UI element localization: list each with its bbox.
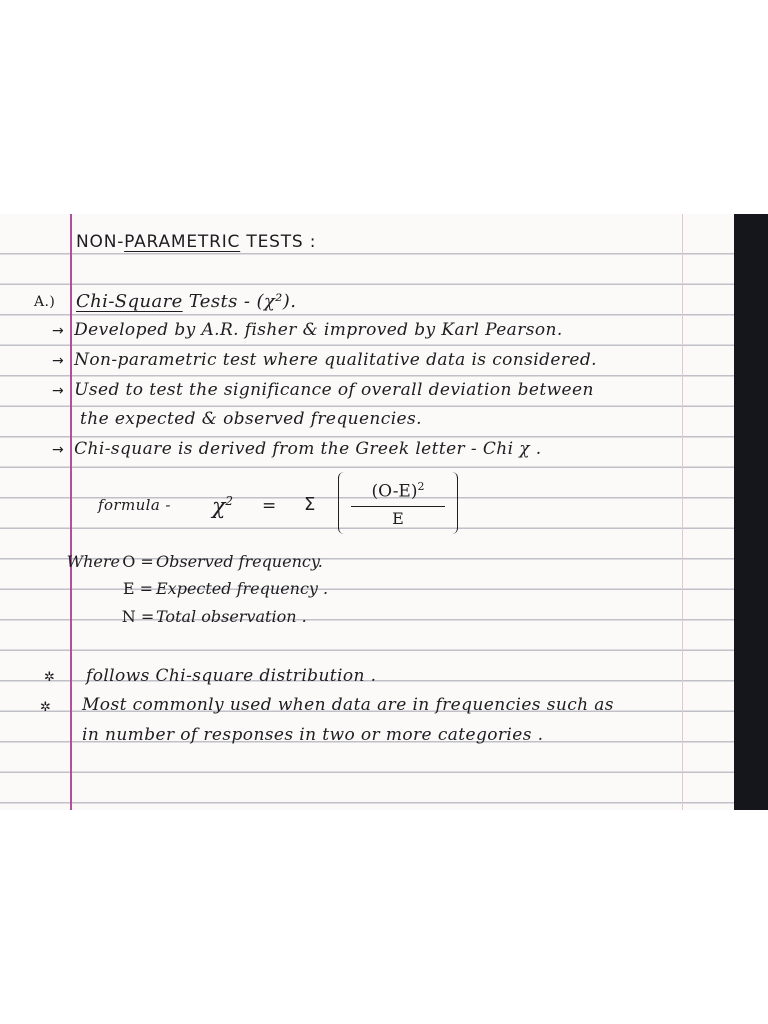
bullet-text: Chi-square is derived from the Greek letter - Chi χ . (74, 439, 542, 459)
title-prefix: NON- (76, 232, 125, 252)
chi-symbol: χ (212, 494, 226, 520)
arrow-icon: → (52, 442, 65, 458)
bullet-text: Developed by A.R. fisher & improved by Karl Pearson. (74, 320, 563, 340)
bullet-text: Used to test the significance of overall deviation between (74, 380, 594, 400)
title-suffix: TESTS : (240, 232, 317, 252)
formula-label: formula - (98, 496, 171, 514)
arrow-icon: → (52, 353, 65, 369)
legend-description: Total observation . (156, 607, 307, 626)
arrow-icon: → (52, 383, 65, 399)
legend-row-observed (50, 552, 323, 571)
bullet-line (52, 380, 594, 400)
section-marker: A.) (34, 294, 56, 310)
note-line: follows Chi-square distribution . (86, 666, 377, 686)
note-line: in number of responses in two or more categories . (82, 725, 544, 745)
fraction-bar (351, 506, 445, 507)
numerator-power: 2 (417, 480, 425, 493)
numerator-text: (O-E) (371, 481, 418, 502)
section-heading (76, 291, 296, 312)
dark-background-edge (734, 214, 768, 810)
title-underlined: PARAMETRIC (124, 232, 241, 252)
bullet-text: Non-parametric test where qualitative data is considered. (74, 350, 597, 370)
star-icon: ✲ (40, 700, 51, 715)
formula-lhs (212, 494, 233, 519)
legend-row-total (50, 607, 307, 626)
legend-row-expected (50, 579, 328, 598)
page-title (76, 232, 316, 252)
section-heading-rest: Tests - (χ²). (182, 291, 297, 312)
sigma-symbol: Σ (304, 494, 316, 515)
legend-description: Expected frequency . (156, 579, 329, 598)
star-icon: ✲ (44, 670, 55, 685)
legend-symbol: O = (122, 552, 154, 571)
bullet-line (52, 439, 542, 459)
chi-square-formula (212, 472, 472, 536)
formula-numerator (339, 480, 457, 502)
legend-label: Where (66, 552, 120, 571)
legend-symbol: N = (121, 607, 155, 626)
legend-description: Observed frequency. (156, 552, 323, 571)
margin-line (70, 214, 72, 810)
formula-denominator: E (392, 509, 404, 528)
section-heading-underlined: Chi-Square (76, 291, 183, 312)
bullet-continuation: the expected & observed frequencies. (80, 409, 422, 429)
chi-power: 2 (225, 494, 233, 508)
legend-symbol: E = (122, 579, 154, 598)
note-line: Most commonly used when data are in frequencies such as (82, 695, 614, 715)
bullet-line (52, 350, 597, 370)
right-margin-line (682, 214, 683, 810)
arrow-icon: → (52, 323, 65, 339)
bullet-line (52, 320, 563, 340)
notebook-page (0, 214, 742, 810)
formula-bracket (338, 472, 458, 534)
formula-equals: = (262, 496, 277, 516)
